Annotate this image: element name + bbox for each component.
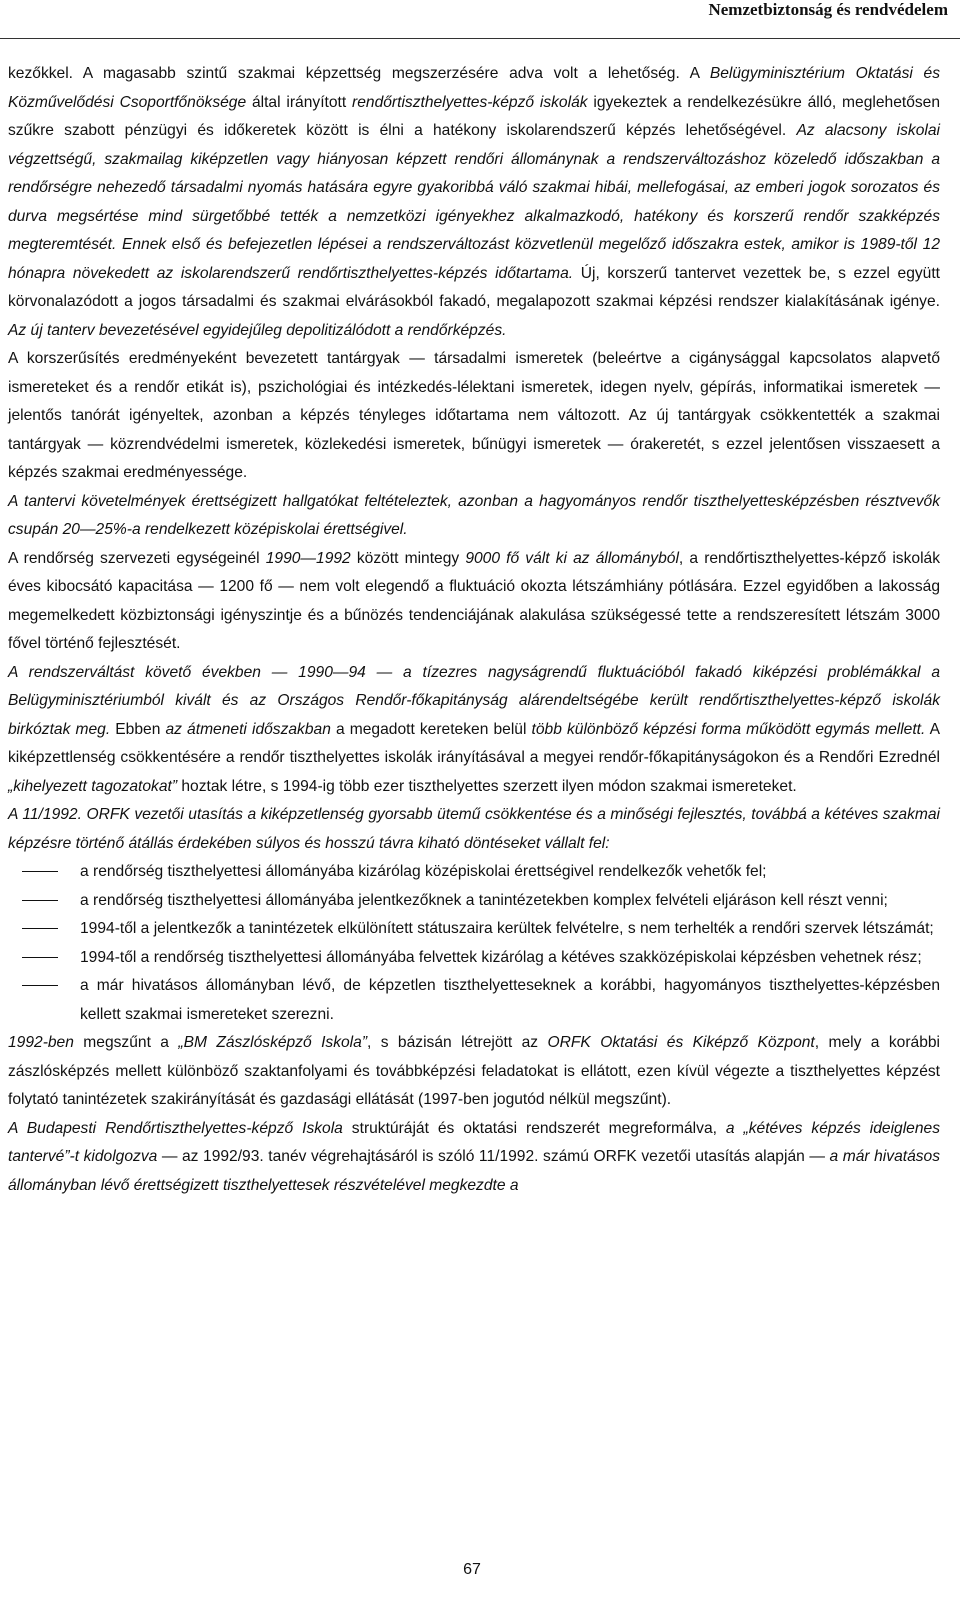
italic-text-run: a „kétéves képzés ideiglenes tantervé”-t kidolgozva [8, 1119, 940, 1165]
list-item-text: a rendőrség tiszthelyettesi állományába kizárólag középiskolai érettségivel rendelkezők vehetők fel; [80, 863, 767, 880]
list-item-text: a rendőrség tiszthelyettesi állományába jelentkezőknek a tanintézetekben komplex felvételi eljáráson kell részt venni; [80, 891, 888, 909]
text-run: A kiképzettlenség csökkentésére a rendőr tiszthelyettes iskolák irányításával a megyei rendőr-főkapitányságokon és a Rendőri Ezrednél [8, 720, 940, 766]
italic-text-run: A tantervi követelmények érettségizett hallgatókat feltételeztek, azonban a hagyományos rendőr tiszthelyettesképzésben résztvevők csupán 20—25%-a rendelkezett középiskolai érettségivel. [8, 492, 940, 538]
body-text [8, 60, 940, 1200]
running-header [0, 0, 960, 39]
dash-bullet-icon [22, 928, 58, 929]
text-run: — az 1992/93. tanév végrehajtásáról is szóló 11/1992. számú ORFK vezetői utasítás alapján — [157, 1148, 830, 1165]
italic-text-run: az átmeneti időszakban [165, 720, 331, 738]
text-run: megszűnt a [73, 1034, 179, 1051]
dash-bullet-icon [22, 900, 58, 901]
italic-text-run: A 11/1992. ORFK vezetői utasítás a kiképzetlenség gyorsabb ütemű csökkentése és a minőségi fejlesztés, továbbá a kétéves szakmai képzésre történő átállás érdekében súlyos és hosszú távra kiható döntéseket vállalt fel: [8, 806, 940, 852]
paragraph [8, 659, 940, 802]
text-run: hoztak létre, s 1994-ig több ezer tiszthelyettes szerzett ilyen módon szakmai ismereteket. [177, 777, 797, 795]
text-run: a megadott kereteken belül [330, 720, 532, 738]
paragraph [8, 545, 940, 659]
list-item [8, 858, 940, 887]
paragraph [8, 1029, 940, 1115]
paragraph [8, 488, 940, 545]
text-run: által irányított [246, 93, 353, 111]
text-run: Ebben [110, 720, 166, 738]
italic-text-run: „kihelyezett tagozatokat” [8, 777, 178, 795]
text-run: , s bázisán létrejött az [367, 1034, 548, 1051]
text-run: struktúráját és oktatási rendszerét megreformálva, [342, 1119, 726, 1137]
paragraph [8, 801, 940, 858]
list-item [8, 944, 940, 973]
header-title: Nemzetbiztonság és rendvédelem [708, 0, 948, 19]
dash-bullet-icon [22, 957, 58, 958]
list-item-text: 1994-től a jelentkezők a tanintézetek elkülönített státuszaira kerültek felvételre, s nem terhelték a rendőri szervek létszámát; [80, 920, 934, 937]
italic-text-run: a már hivatásos állományban lévő érettségizett tiszthelyettesek részvételével megkezdte a [8, 1148, 941, 1194]
list-item [8, 887, 940, 916]
list-item [8, 915, 940, 944]
italic-text-run: Az alacsony iskolai végzettségű, szakmailag kiképzetlen vagy hiányosan képzett rendőri állománynak a rendszerváltozáshoz közeledő időszakban a rendőrségre nehezedő társadalmi nyomás hatására egyre gyakoribbá váló szakmai hibái, mellefogásai, az emberi jogok sorozatos és durva megsértése mind sürgetőbbé tették a nemzetközi igényekhez alkalmazkodó, hatékony és korszerű rendőr szakképzés megteremtését. Ennek első és befejezetlen lépései a rendszerváltozást közvetlenül megelőző időszakra estek, amikor is 1989-től 12 hónapra növekedett az iskolarendszerű rendőrtiszthelyettes-képzés időtartama. [8, 122, 940, 282]
text-run: között mintegy [350, 549, 466, 567]
italic-text-run: Az új tanterv bevezetésével egyidejűleg depolitizálódott a rendőrképzés. [8, 321, 507, 339]
italic-text-run: 1992-ben [8, 1034, 74, 1051]
text-run: , a rendőrtiszthelyettes-képző iskolák éves kibocsátó kapacitása — 1200 fő — nem volt elegendő a fluktuáció okozta létszámhiány pótlására. Ezzel egyidőben a lakosság megemelkedett közbiztonsági igényszintje és a bűnözés tendenciájának alakulása szükségessé tette a rendszeresített létszám 3000 fővel történő fejlesztését. [8, 549, 941, 652]
paragraph [8, 60, 940, 345]
italic-text-run: rendőrtiszthelyettes-képző iskolák [352, 93, 588, 111]
italic-text-run: Belügyminisztérium Oktatási és Közművelődési Csoportfőnöksége [8, 65, 940, 111]
text-run: igyekeztek a rendelkezésükre álló, meglehetősen szűkre szabott pénzügyi és időkeretek között is élni a hatékony iskolarendszerű képzés lehetőségével. [8, 93, 941, 139]
text-run: kezőkkel. A magasabb szintű szakmai képzettség megszerzésére adva volt a lehetőség. A [8, 65, 710, 82]
list-item [8, 972, 940, 1029]
text-run: A korszerűsítés eredményeként bevezetett tantárgyak — társadalmi ismeretek (beleértve a cigánysággal kapcsolatos alapvető ismereteket és a rendőr etikát is), pszichológiai és intézkedés-lélektani ismeretek, idegen nyelv, gépírás, informatikai ismeretek — jelentős tanórát igényeltek, azonban a képzés tényleges időtartama nem változott. Az új tantárgyak csökkentették a szakmai tantárgyak — közrendvédelmi ismeretek, közlekedési ismeretek, bűnügyi ismeretek — órakeretét, s ezzel jelentősen visszaesett a képzés szakmai eredményessége. [8, 350, 940, 481]
paragraph [8, 345, 940, 488]
dash-list [8, 858, 940, 1029]
italic-text-run: ORFK Oktatási és Kiképző Központ [547, 1034, 815, 1051]
text-run: , mely a korábbi zászlósképzés mellett különböző szaktanfolyami és továbbképzési feladatokat is ellátott, ezen kívül végezte a tiszthelyettes képzést folytató tanintézetek szakirányítását és gazdasági ellátását (1997-ben jogutód nélkül megszűnt). [8, 1034, 941, 1108]
italic-text-run: A rendszerváltást követő években — 1990—94 — a tízezres nagyságrendű fluktuációból fakadó kiképzési problémákkal a Belügyminisztériumból kivált és az Országos Rendőr-főkapitányság alárendeltségébe került rendőrtiszthelyettes-képző iskolák birkóztak meg. [8, 663, 940, 738]
paragraph [8, 1115, 940, 1201]
italic-text-run: 1990—1992 [265, 549, 351, 567]
dash-bullet-icon [22, 871, 58, 872]
italic-text-run: „BM Zászlósképző Iskola” [178, 1034, 368, 1051]
dash-bullet-icon [22, 985, 58, 986]
italic-text-run: A Budapesti Rendőrtiszthelyettes-képző Iskola [8, 1119, 343, 1137]
italic-text-run: több különböző képzési forma működött egymás mellett. [531, 720, 926, 738]
text-run: Új, korszerű tantervet vezettek be, s ezzel együtt körvonalazódott a jogos társadalmi és szakmai elvárásokból fakadó, megalapozott szakmai képzési rendszer kialakításának igénye. [8, 264, 940, 310]
italic-text-run: 9000 fő vált ki az állományból [465, 549, 679, 567]
page-number: 67 [463, 1561, 481, 1578]
list-item-text: a már hivatásos állományban lévő, de képzetlen tiszthelyetteseknek a korábbi, hagyományos tiszthelyettes-képzésben kellett szakmai ismereteket szerezni. [80, 977, 940, 1023]
list-item-text: 1994-től a rendőrség tiszthelyettesi állományába felvettek kizárólag a kétéves szakközépiskolai képzésben vehetnek rész; [80, 948, 922, 966]
text-run: A rendőrség szervezeti egységeinél [8, 549, 266, 567]
